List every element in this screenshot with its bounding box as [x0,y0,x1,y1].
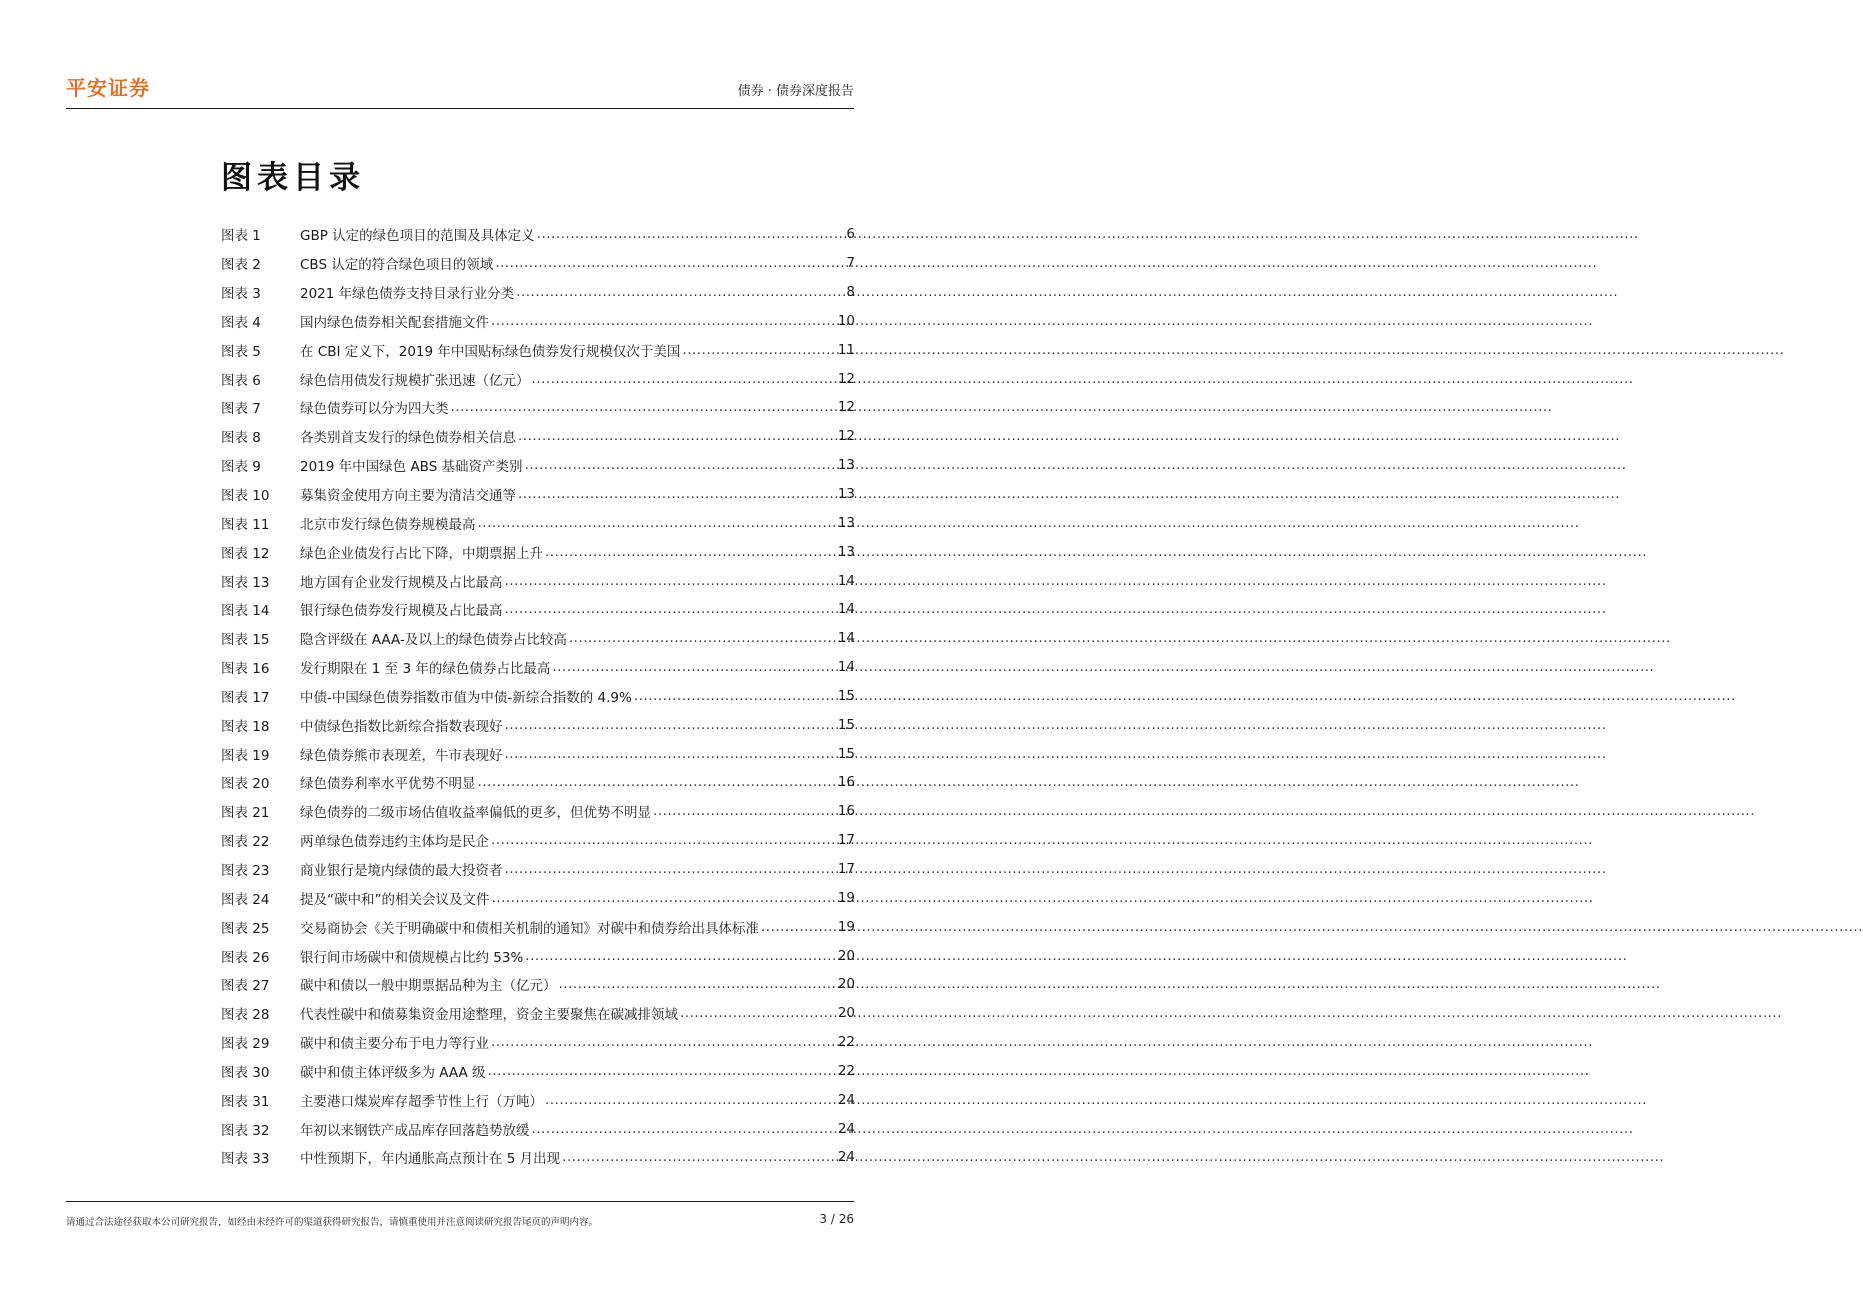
toc-dot-leader [559,976,836,992]
toc-entry[interactable] [221,595,855,624]
toc-entry-title: 银行绿色债券发行规模及占比最高 [300,603,503,620]
toc-entry-label: 图表 17 [221,689,270,706]
toc-entry-label: 图表 5 [221,343,261,360]
toc-entry-page: 13 [837,486,855,503]
toc-dot-leader [505,601,836,617]
toc-entry-page: 12 [837,399,855,416]
toc-entry[interactable] [221,797,855,826]
toc-entry-title: 国内绿色债券相关配套措施文件 [300,314,489,331]
toc-entry-label: 图表 6 [221,372,261,389]
toc-dot-leader [478,774,836,790]
toc-entry-title: 在 CBI 定义下，2019 年中国贴标绿色债券发行规模仅次于美国 [300,343,681,360]
toc-entry[interactable] [221,451,855,480]
toc-dot-leader [488,1063,836,1079]
toc-entry-page: 22 [837,1034,855,1051]
toc-entry-page: 15 [837,745,855,762]
toc-entry-page: 6 [846,226,855,243]
toc-entry[interactable] [221,480,855,509]
report-type: 债券 · 债券深度报告 [737,84,854,99]
toc-dot-leader [518,428,836,444]
toc-entry-title: 主要港口煤炭库存超季节性上行（万吨） [300,1093,543,1110]
toc-entry-title: 隐含评级在 AAA-及以上的绿色债券占比较高 [300,632,567,649]
toc-entry[interactable] [221,566,855,595]
toc-entry[interactable] [221,393,855,422]
toc-dot-leader [532,371,836,387]
toc-entry-title: 绿色债券熊市表现差，牛市表现好 [300,747,503,764]
toc-entry-page: 16 [837,774,855,791]
toc-entry-label: 图表 3 [221,286,261,303]
toc-entry[interactable] [221,855,855,884]
toc-entry[interactable] [221,335,855,364]
toc-entry-label: 图表 27 [221,978,270,995]
toc-dot-leader [552,659,835,675]
toc-dot-leader [761,919,836,935]
toc-entry-page: 15 [837,716,855,733]
toc-entry-label: 图表 7 [221,401,261,418]
toc-dot-leader [478,515,836,531]
toc-entry-title: 碳中和债以一般中期票据品种为主（亿元） [300,978,557,995]
toc-entry-page: 17 [837,832,855,849]
footer-disclaimer: 请通过合法途径获取本公司研究报告，如经由未经许可的渠道获得研究报告，请慎重使用并注意阅读研究报告尾页的声明内容。 [66,1217,599,1228]
toc-dot-leader [680,1005,836,1021]
toc-dot-leader [491,313,836,329]
toc-entry-page: 14 [837,659,855,676]
toc-entry-label: 图表 30 [221,1064,270,1081]
toc-entry-title: 发行期限在 1 至 3 年的绿色债券占比最高 [300,661,551,678]
toc-dot-leader [532,1121,836,1137]
toc-entry-label: 图表 2 [221,257,261,274]
toc-entry[interactable] [221,1056,855,1085]
toc-entry-label: 图表 9 [221,459,261,476]
toc-entry-title: 地方国有企业发行规模及占比最高 [300,574,503,591]
toc-entry-title: 碳中和债主要分布于电力等行业 [300,1036,489,1053]
toc-dot-leader [682,342,835,358]
page-header [66,70,854,109]
toc-entry-page: 7 [846,255,855,272]
toc-entry-label: 图表 32 [221,1122,270,1139]
toc-entry-title: 绿色企业债发行占比下降，中期票据上升 [300,545,543,562]
toc-dot-leader [505,717,836,733]
toc-entry-page: 24 [837,1091,855,1108]
toc-entry[interactable] [221,249,855,278]
toc-entry-label: 图表 18 [221,718,270,735]
toc-entry-title: 提及“碳中和”的相关会议及文件 [300,891,490,908]
toc-entry-page: 16 [837,803,855,820]
toc-dot-leader [562,1149,836,1165]
toc-dot-leader [451,399,836,415]
toc-entry-label: 图表 21 [221,805,270,822]
toc-entry[interactable] [221,422,855,451]
toc-entry[interactable] [221,1085,855,1114]
toc-entry-page: 20 [837,947,855,964]
toc-entry-title: 各类别首支发行的绿色债券相关信息 [300,430,516,447]
toc-entry[interactable] [221,682,855,711]
toc-entry-title: 绿色债券可以分为四大类 [300,401,449,418]
toc-dot-leader [516,284,844,300]
toc-dot-leader [545,1092,836,1108]
toc-entry-title: 两单绿色债券违约主体均是民企 [300,834,489,851]
toc-entry[interactable] [221,912,855,941]
toc-entry-label: 图表 4 [221,314,261,331]
toc-entry-title: 交易商协会《关于明确碳中和债相关机制的通知》对碳中和债券给出具体标准 [300,920,759,937]
toc-entry-label: 图表 26 [221,949,270,966]
toc-entry-title: 碳中和债主体评级多为 AAA 级 [300,1064,486,1081]
toc-entry[interactable] [221,624,855,653]
toc-entry-page: 17 [837,860,855,877]
toc-dot-leader [518,486,836,502]
page-title: 图表目录 [221,160,365,196]
toc-dot-leader [569,630,836,646]
toc-entry[interactable] [221,970,855,999]
toc-entry-label: 图表 25 [221,920,270,937]
toc-entry-label: 图表 10 [221,488,270,505]
toc-dot-leader [545,544,836,560]
toc-entry-page: 24 [837,1120,855,1137]
toc-entry-label: 图表 13 [221,574,270,591]
toc-entry-page: 19 [837,889,855,906]
toc-entry[interactable] [221,826,855,855]
toc-entry-label: 图表 23 [221,862,270,879]
toc-dot-leader [634,688,836,704]
toc-entry-title: 中性预期下，年内通胀高点预计在 5 月出现 [300,1151,561,1168]
toc-dot-leader [537,226,845,242]
toc-entry-page: 8 [846,284,855,301]
company-logo: 平安证券 [66,76,150,100]
toc-entry-label: 图表 1 [221,228,261,245]
toc-entry-label: 图表 24 [221,891,270,908]
toc-entry-page: 20 [837,1005,855,1022]
toc-entry-title: 2019 年中国绿色 ABS 基础资产类别 [300,459,523,476]
toc-entry[interactable] [221,364,855,393]
toc-entry-title: GBP 认定的绿色项目的范围及具体定义 [300,228,535,245]
toc-dot-leader [653,803,836,819]
toc-entry-label: 图表 31 [221,1093,270,1110]
toc-entry-label: 图表 15 [221,632,270,649]
toc-entry-page: 20 [837,976,855,993]
toc-entry-label: 图表 33 [221,1151,270,1168]
toc-entry-title: 绿色债券利率水平优势不明显 [300,776,476,793]
toc-entry-title: 2021 年绿色债券支持目录行业分类 [300,286,515,303]
toc-entry[interactable] [221,941,855,970]
toc-entry-page: 15 [837,687,855,704]
toc-entry-title: 绿色债券的二级市场估值收益率偏低的更多，但优势不明显 [300,805,651,822]
toc-entry-label: 图表 16 [221,661,270,678]
toc-entry[interactable] [221,508,855,537]
toc-entry-page: 13 [837,457,855,474]
toc-dot-leader [491,1034,836,1050]
toc-entry-page: 24 [837,1149,855,1166]
toc-dot-leader [491,832,836,848]
toc-entry[interactable] [221,999,855,1028]
toc-entry-title: 北京市发行绿色债券规模最高 [300,516,476,533]
toc-entry[interactable] [221,278,855,307]
toc-entry[interactable] [221,653,855,682]
toc-entry-label: 图表 8 [221,430,261,447]
toc-entry[interactable] [221,537,855,566]
toc-entry-title: CBS 认定的符合绿色项目的领域 [300,257,494,274]
toc-entry-title: 绿色信用债发行规模扩张迅速（亿元） [300,372,530,389]
toc-entry-page: 10 [837,312,855,329]
toc-entry-title: 中债绿色指数比新综合指数表现好 [300,718,503,735]
toc-entry-label: 图表 14 [221,603,270,620]
toc-entry-title: 代表性碳中和债募集资金用途整理，资金主要聚焦在碳减排领域 [300,1007,678,1024]
toc-entry-title: 募集资金使用方向主要为清洁交通等 [300,488,516,505]
toc-entry-label: 图表 19 [221,747,270,764]
toc-entry-title: 商业银行是境内绿债的最大投资者 [300,862,503,879]
toc-entry-title: 中债-中国绿色债券指数市值为中债-新综合指数的 4.9% [300,689,632,706]
toc-dot-leader [525,457,836,473]
toc-entry[interactable] [221,739,855,768]
toc-entry[interactable] [221,883,855,912]
toc-entry-title: 银行间市场碳中和债规模占比约 53% [300,949,524,966]
toc-entry[interactable] [221,307,855,336]
toc-entry-label: 图表 11 [221,516,270,533]
toc-dot-leader [505,573,836,589]
toc-entry-label: 图表 28 [221,1007,270,1024]
toc-dot-leader [525,948,836,964]
toc-entry-page: 22 [837,1062,855,1079]
toc-entry-page: 19 [837,918,855,935]
toc-entry-page: 12 [837,370,855,387]
toc-entry-page: 14 [837,572,855,589]
toc-entry-page: 13 [837,514,855,531]
toc-entry[interactable] [221,710,855,739]
toc-entry-page: 11 [837,341,855,358]
toc-dot-leader [505,746,836,762]
toc-dot-leader [505,861,836,877]
toc-entry-page: 14 [837,630,855,647]
toc-entry-page: 13 [837,543,855,560]
toc-entry[interactable] [221,1143,855,1172]
toc-dot-leader [495,255,844,271]
figure-table-of-contents [221,220,855,1172]
toc-entry-label: 图表 20 [221,776,270,793]
toc-entry[interactable] [221,220,855,249]
toc-entry-label: 图表 29 [221,1036,270,1053]
toc-entry[interactable] [221,1114,855,1143]
toc-entry-page: 12 [837,428,855,445]
toc-entry-title: 年初以来钢铁产成品库存回落趋势放缓 [300,1122,530,1139]
toc-entry-page: 14 [837,601,855,618]
toc-entry[interactable] [221,768,855,797]
page-number: 3 / 26 [819,1212,854,1226]
page-footer [66,1201,854,1228]
toc-entry[interactable] [221,1028,855,1057]
toc-dot-leader [492,890,836,906]
toc-entry-label: 图表 22 [221,834,270,851]
toc-entry-label: 图表 12 [221,545,270,562]
